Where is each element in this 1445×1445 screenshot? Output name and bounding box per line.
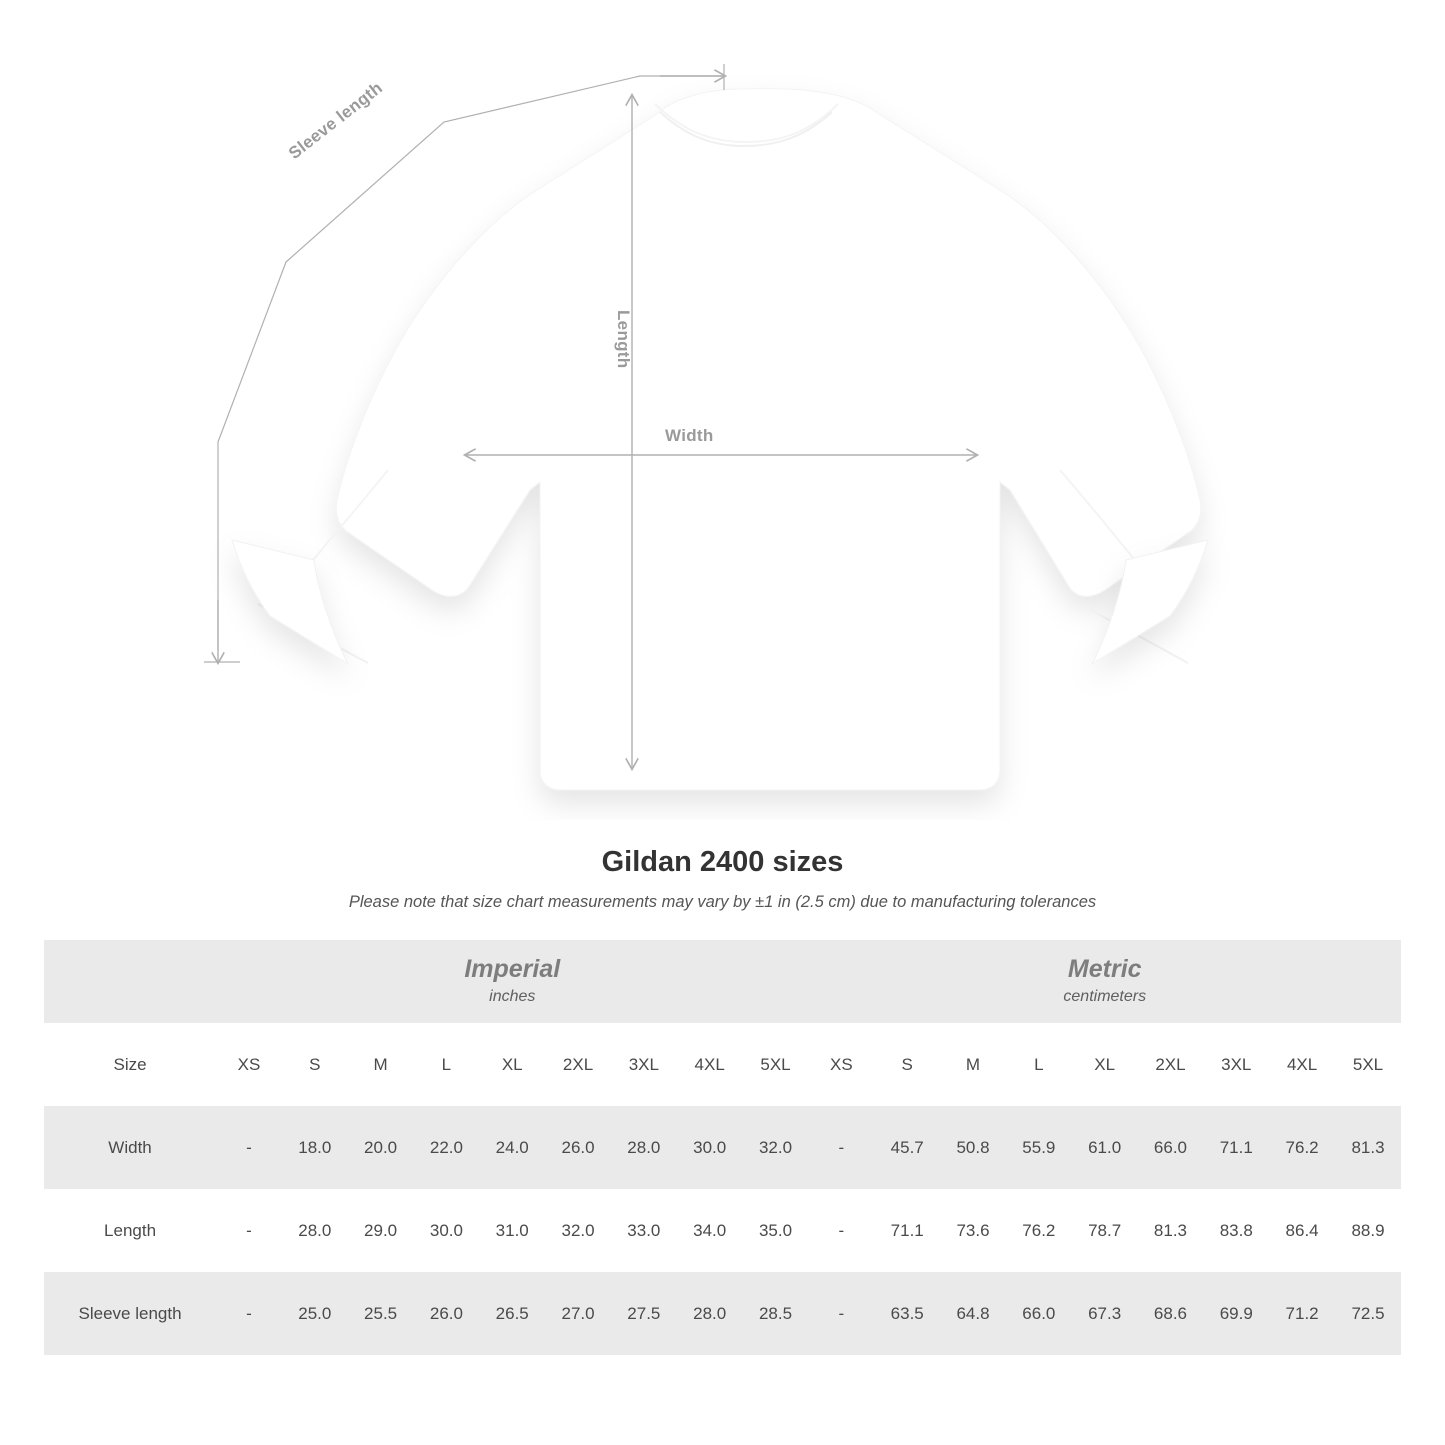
cell-value: 71.1 [874,1189,940,1272]
column-header: XL [1072,1023,1138,1106]
cell-value: 27.0 [545,1272,611,1355]
column-header: L [1006,1023,1072,1106]
size-table [44,940,1401,1355]
table-row [44,1189,1401,1272]
cell-value: 72.5 [1335,1272,1401,1355]
length-label: Length [614,310,633,369]
cell-value: - [216,1106,282,1189]
cell-value: 32.0 [743,1106,809,1189]
cell-value: 24.0 [479,1106,545,1189]
cell-value: 81.3 [1335,1106,1401,1189]
column-header: XS [216,1023,282,1106]
column-header: S [874,1023,940,1106]
title-block [0,846,1445,912]
column-header: 3XL [611,1023,677,1106]
cell-value: 66.0 [1006,1272,1072,1355]
imperial-sub-label: inches [489,988,536,1006]
cell-value: 25.5 [348,1272,414,1355]
metric-unit-cell [808,940,1401,1023]
cell-value: 31.0 [479,1189,545,1272]
unit-header-row [44,940,1401,1023]
cell-value: 18.0 [282,1106,348,1189]
cell-value: 50.8 [940,1106,1006,1189]
cell-value: 27.5 [611,1272,677,1355]
cell-value: 20.0 [348,1106,414,1189]
cell-value: 69.9 [1203,1272,1269,1355]
cell-value: 71.2 [1269,1272,1335,1355]
column-header: 5XL [743,1023,809,1106]
cell-value: 86.4 [1269,1189,1335,1272]
column-header: 4XL [1269,1023,1335,1106]
cell-value: - [808,1189,874,1272]
cell-value: - [808,1272,874,1355]
cell-value: 33.0 [611,1189,677,1272]
cell-value: - [216,1189,282,1272]
column-header: M [940,1023,1006,1106]
cell-value: 28.0 [282,1189,348,1272]
cell-value: 45.7 [874,1106,940,1189]
cell-value: 26.5 [479,1272,545,1355]
column-header: 4XL [677,1023,743,1106]
cell-value: 71.1 [1203,1106,1269,1189]
cell-value: 35.0 [743,1189,809,1272]
size-table-wrap [44,940,1401,1355]
size-header-label: Size [44,1023,216,1106]
cell-value: 26.0 [414,1272,480,1355]
column-header: 3XL [1203,1023,1269,1106]
cell-value: 32.0 [545,1189,611,1272]
cell-value: 30.0 [414,1189,480,1272]
cell-value: 88.9 [1335,1189,1401,1272]
cell-value: 81.3 [1138,1189,1204,1272]
table-row [44,1272,1401,1355]
width-label: Width [665,426,714,445]
cell-value: 73.6 [940,1189,1006,1272]
column-header: 2XL [1138,1023,1204,1106]
cell-value: 68.6 [1138,1272,1204,1355]
cell-value: 34.0 [677,1189,743,1272]
cell-value: 29.0 [348,1189,414,1272]
shirt-body [336,89,1201,790]
cell-value: 30.0 [677,1106,743,1189]
cell-value: 76.2 [1269,1106,1335,1189]
column-header: XS [808,1023,874,1106]
cell-value: 28.0 [677,1272,743,1355]
unit-corner-cell [44,940,216,1023]
imperial-label: Imperial [464,954,561,983]
sleeve-length-label: Sleeve length [285,78,387,163]
column-header: S [282,1023,348,1106]
row-label-sleeve-length: Sleeve length [44,1272,216,1355]
cell-value: 28.0 [611,1106,677,1189]
cell-value: 76.2 [1006,1189,1072,1272]
cell-value: 61.0 [1072,1106,1138,1189]
imperial-unit-cell [216,940,808,1023]
column-header: L [414,1023,480,1106]
metric-sub-label: centimeters [1063,988,1147,1006]
row-label-length: Length [44,1189,216,1272]
cell-value: 83.8 [1203,1189,1269,1272]
cell-value: 78.7 [1072,1189,1138,1272]
table-row [44,1106,1401,1189]
column-header: 2XL [545,1023,611,1106]
cell-value: 67.3 [1072,1272,1138,1355]
column-header: XL [479,1023,545,1106]
cell-value: 55.9 [1006,1106,1072,1189]
cell-value: 66.0 [1138,1106,1204,1189]
cell-value: - [808,1106,874,1189]
column-header: M [348,1023,414,1106]
row-label-width: Width [44,1106,216,1189]
column-header: 5XL [1335,1023,1401,1106]
cell-value: 26.0 [545,1106,611,1189]
page-title: Gildan 2400 sizes [601,846,844,878]
metric-label: Metric [1067,954,1142,983]
cell-value: 22.0 [414,1106,480,1189]
cell-value: 25.0 [282,1272,348,1355]
tolerance-note: Please note that size chart measurements may vary by ±1 in (2.5 cm) due to manufacturing tolerances [348,893,1097,911]
cell-value: 28.5 [743,1272,809,1355]
cell-value: 64.8 [940,1272,1006,1355]
cell-value: 63.5 [874,1272,940,1355]
size-header-row [44,1023,1401,1106]
cell-value: - [216,1272,282,1355]
